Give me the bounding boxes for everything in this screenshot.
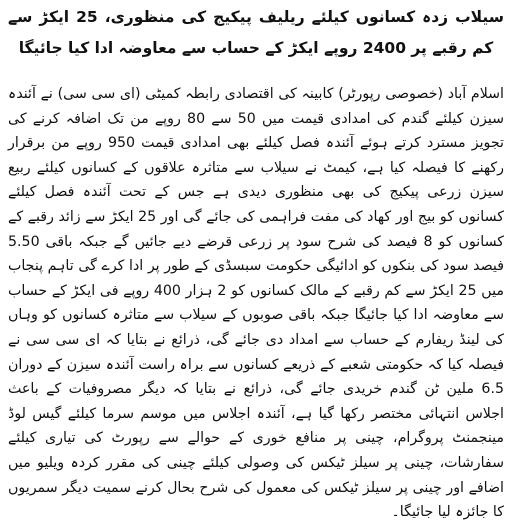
article-body: اسلام آباد (خصوصی رپورٹر) کابینہ کی اقتصادی رابطہ کمیٹی (ای سی سی) نے آئندہ سیزن کیلئے گندم کی امدادی قیمت میں 50 سے 80 روپے من تک اضافہ کرنے کی تجویز مسترد کرتے ہوئے آئندہ فصل کیلئے بھی امدادی قیمت 950 روپے من برقرار رکھنے کا فیصلہ کیا ہے، کیمٹ نے سیلاب سے متاثرہ علاقوں کے کسانوں کیلئے ربیع سیزن زرعی پیکیج کی بھی منظوری دیدی ہے جس کے تحت آئندہ فصل کیلئے کسانوں کو بیج اور کھاد کی مفت فراہمی کی جائے گی اور 25 ایکڑ سے زائد رقبے کے کسانوں کو 8 فیصد کی شرح سود پر زرعی قرضے دیے جائیں گے جبکہ باقی 5.50 فیصد سود کی بنکوں کو ادائیگی حکومت سبسڈی کے طور پر ادا کرے گی تاہم پنجاب میں 25 ایکڑ سے کم رقبے کے مالک کسانوں کو 2 ہزار 400 روپے فی ایکڑ کے حساب سے معاوضہ ادا کیا جائیگا جبکہ باقی صوبوں کے سیلاب سے متاثرہ کسانوں کو وہاں کی لینڈ ریفارم کے حساب سے امداد دی جائے گی، ذرائع نے بتایا کہ ای سی سی نے فیصلہ کیا کہ حکومتی شعبے کے ذریعے کسانوں سے براہ راست آئندہ سیزن کے دوران 6.5 ملین ٹن گندم خریدی جائے گی، ذرائع نے بتایا کہ دیگر مصروفیات کے باعث اجلاس انتہائی مختصر رکھا گیا ہے، آئندہ اجلاس میں موسم سرما کیلئے گیس لوڈ مینجمنٹ پروگرام، چینی پر منافع خوری کے حوالے سے رپورٹ کی تیاری کیلئے سفارشات، چینی پر سیلز ٹیکس کی وصولی کیلئے چینی کی مقرر کردہ ویلیو میں اضافے اور چینی پر سیلز ٹیکس کی معمول کی شرح بحال کرنے سمیت دیگر سمریوں کا جائزہ لیا جائیگا۔ bbox=[8, 86, 504, 521]
article-headline: سیلاب زدہ کسانوں کیلئے ریلیف پیکیج کی منظوری، 25 ایکڑ سے کم رقبے پر 2400 روپے ایکڑ کے حساب سے معاوضہ ادا کیا جائیگا bbox=[8, 8, 505, 57]
